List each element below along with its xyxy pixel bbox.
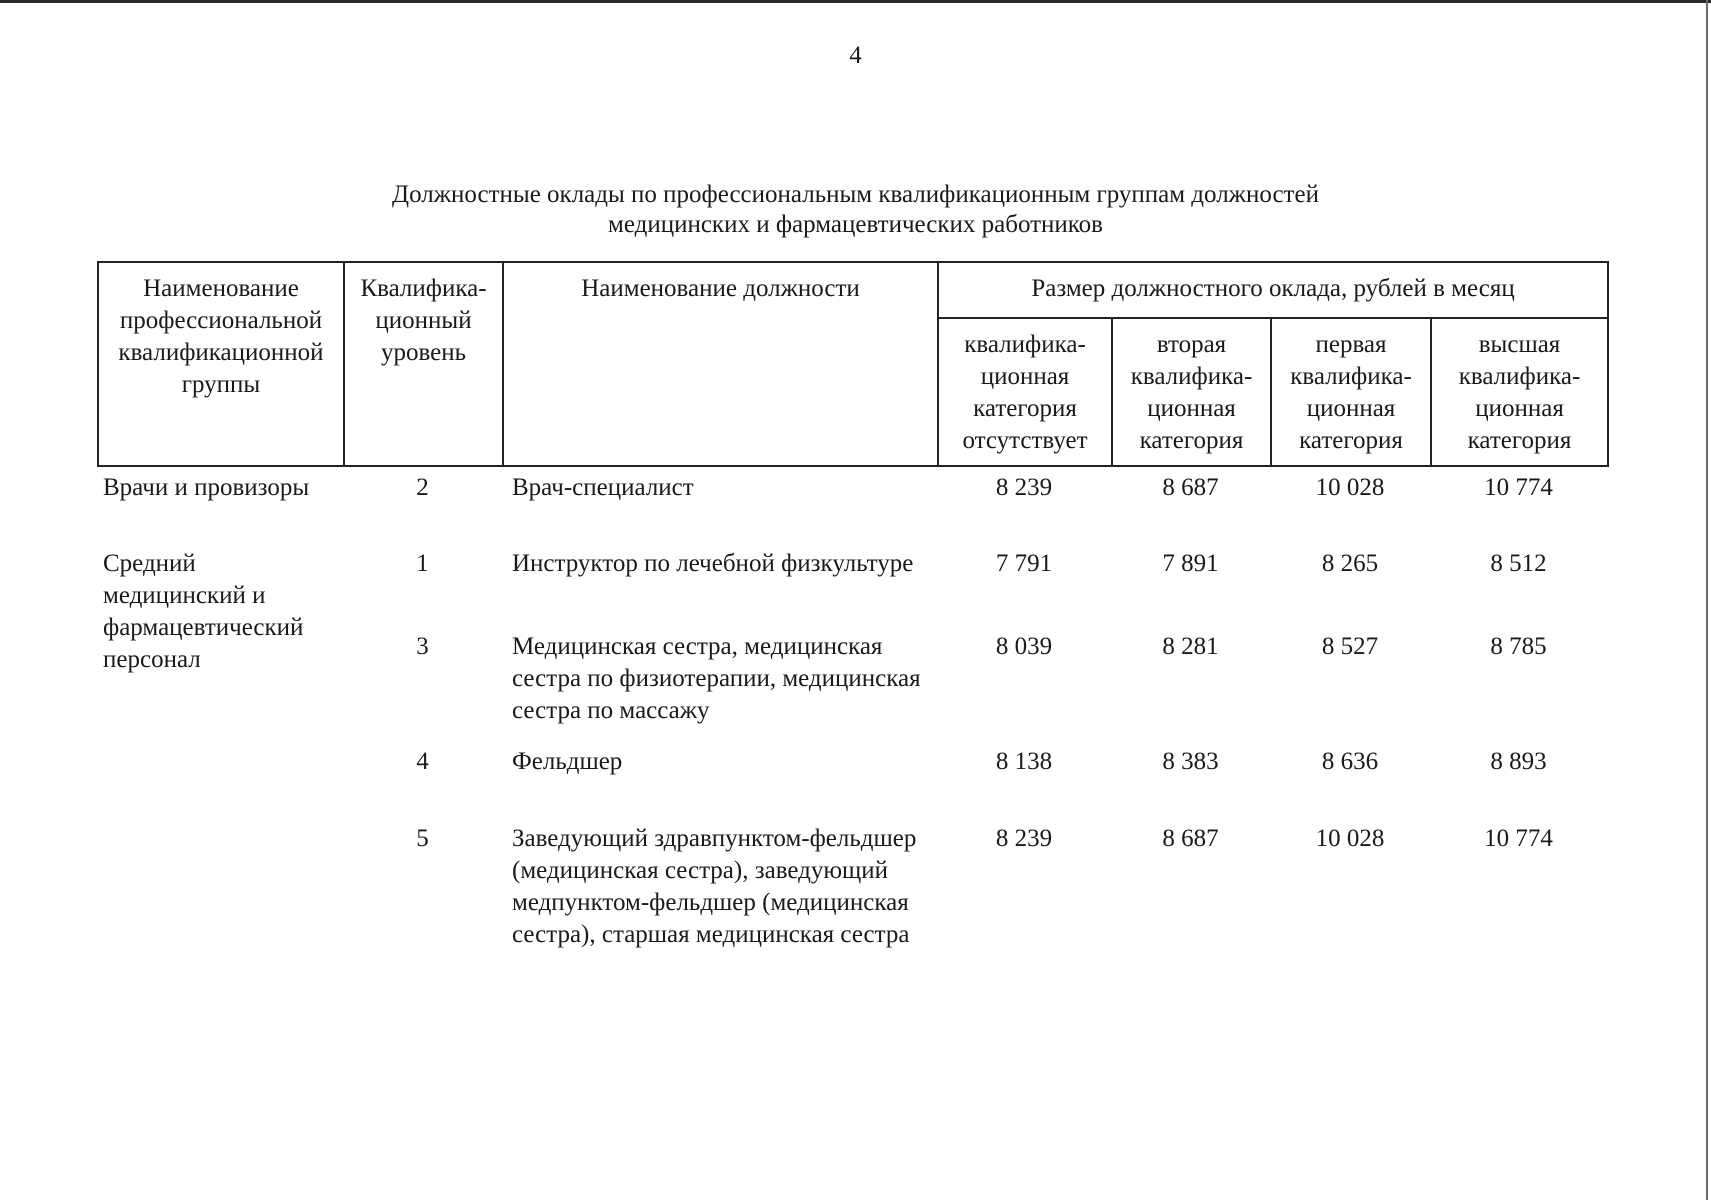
salary-first-category: 8 265 (1321, 550, 1379, 577)
header-level: Квалифика-ционный уровень (344, 262, 503, 466)
header-category-first: первая квалифика-ционная категория (1271, 318, 1431, 466)
salary-no-category: 8 239 (995, 825, 1053, 852)
salary-highest-category: 8 512 (1490, 550, 1547, 577)
qualification-level: 5 (416, 825, 429, 852)
salary-highest-category: 10 774 (1484, 825, 1553, 852)
salary-second-category: 8 687 (1162, 474, 1219, 501)
salary-first-category: 8 636 (1321, 748, 1379, 775)
salary-no-category: 8 039 (995, 633, 1053, 660)
qualification-level: 4 (416, 748, 429, 775)
group-name: Врачи и провизоры (103, 474, 310, 501)
position-name: Заведующий здравпунктом-фельдшер (медицинская сестра), заведующий медпунктом-фельдшер (медицинская сестра), старшая медицинская сестра (512, 825, 917, 948)
qualification-level: 1 (416, 550, 429, 577)
salary-no-category: 8 138 (995, 748, 1053, 775)
position-name: Инструктор по лечебной физкультуре (512, 550, 914, 577)
position-name: Врач-специалист (512, 474, 694, 501)
page-number: 4 (849, 42, 862, 69)
top-border-line (0, 0, 1711, 3)
salary-first-category: 8 527 (1321, 633, 1379, 660)
table-row (97, 544, 1607, 627)
salary-first-category: 10 028 (1315, 825, 1385, 852)
salary-highest-category: 8 785 (1490, 633, 1547, 660)
salary-first-category: 10 028 (1315, 474, 1385, 501)
header-position: Наименование должности (503, 262, 938, 466)
header-category-second: вторая квалифика-ционная категория (1112, 318, 1271, 466)
header-group: Наименование профессиональной квалификационной группы (98, 262, 344, 466)
qualification-level: 2 (416, 474, 429, 501)
position-name: Фельдшер (512, 748, 623, 775)
document-title (0, 180, 1711, 240)
salary-highest-category: 8 893 (1490, 748, 1547, 775)
title-line-2: медицинских и фармацевтических работников (608, 211, 1103, 238)
position-name: Медицинская сестра, медицинская сестра по физиотерапии, медицинская сестра по массажу (512, 633, 921, 724)
header-category-none: квалифика-ционная категория отсутствует (938, 318, 1112, 466)
table-row (97, 468, 1607, 544)
header-salary: Размер должностного оклада, рублей в месяц (938, 262, 1608, 318)
salary-second-category: 8 383 (1162, 748, 1219, 775)
group-name: Средний медицинский и фармацевтический персонал (103, 550, 304, 673)
salary-second-category: 8 281 (1162, 633, 1219, 660)
header-category-highest: высшая квалифика-ционная категория (1431, 318, 1608, 466)
salary-second-category: 8 687 (1162, 825, 1219, 852)
salary-no-category: 7 791 (995, 550, 1053, 577)
title-line-1: Должностные оклады по профессиональным квалификационным группам должностей (392, 181, 1319, 208)
salary-table-body (97, 468, 1607, 989)
salary-second-category: 7 891 (1162, 550, 1219, 577)
qualification-level: 3 (416, 633, 429, 660)
salary-table-header (97, 261, 1609, 467)
salary-no-category: 8 239 (995, 474, 1053, 501)
salary-highest-category: 10 774 (1484, 474, 1553, 501)
